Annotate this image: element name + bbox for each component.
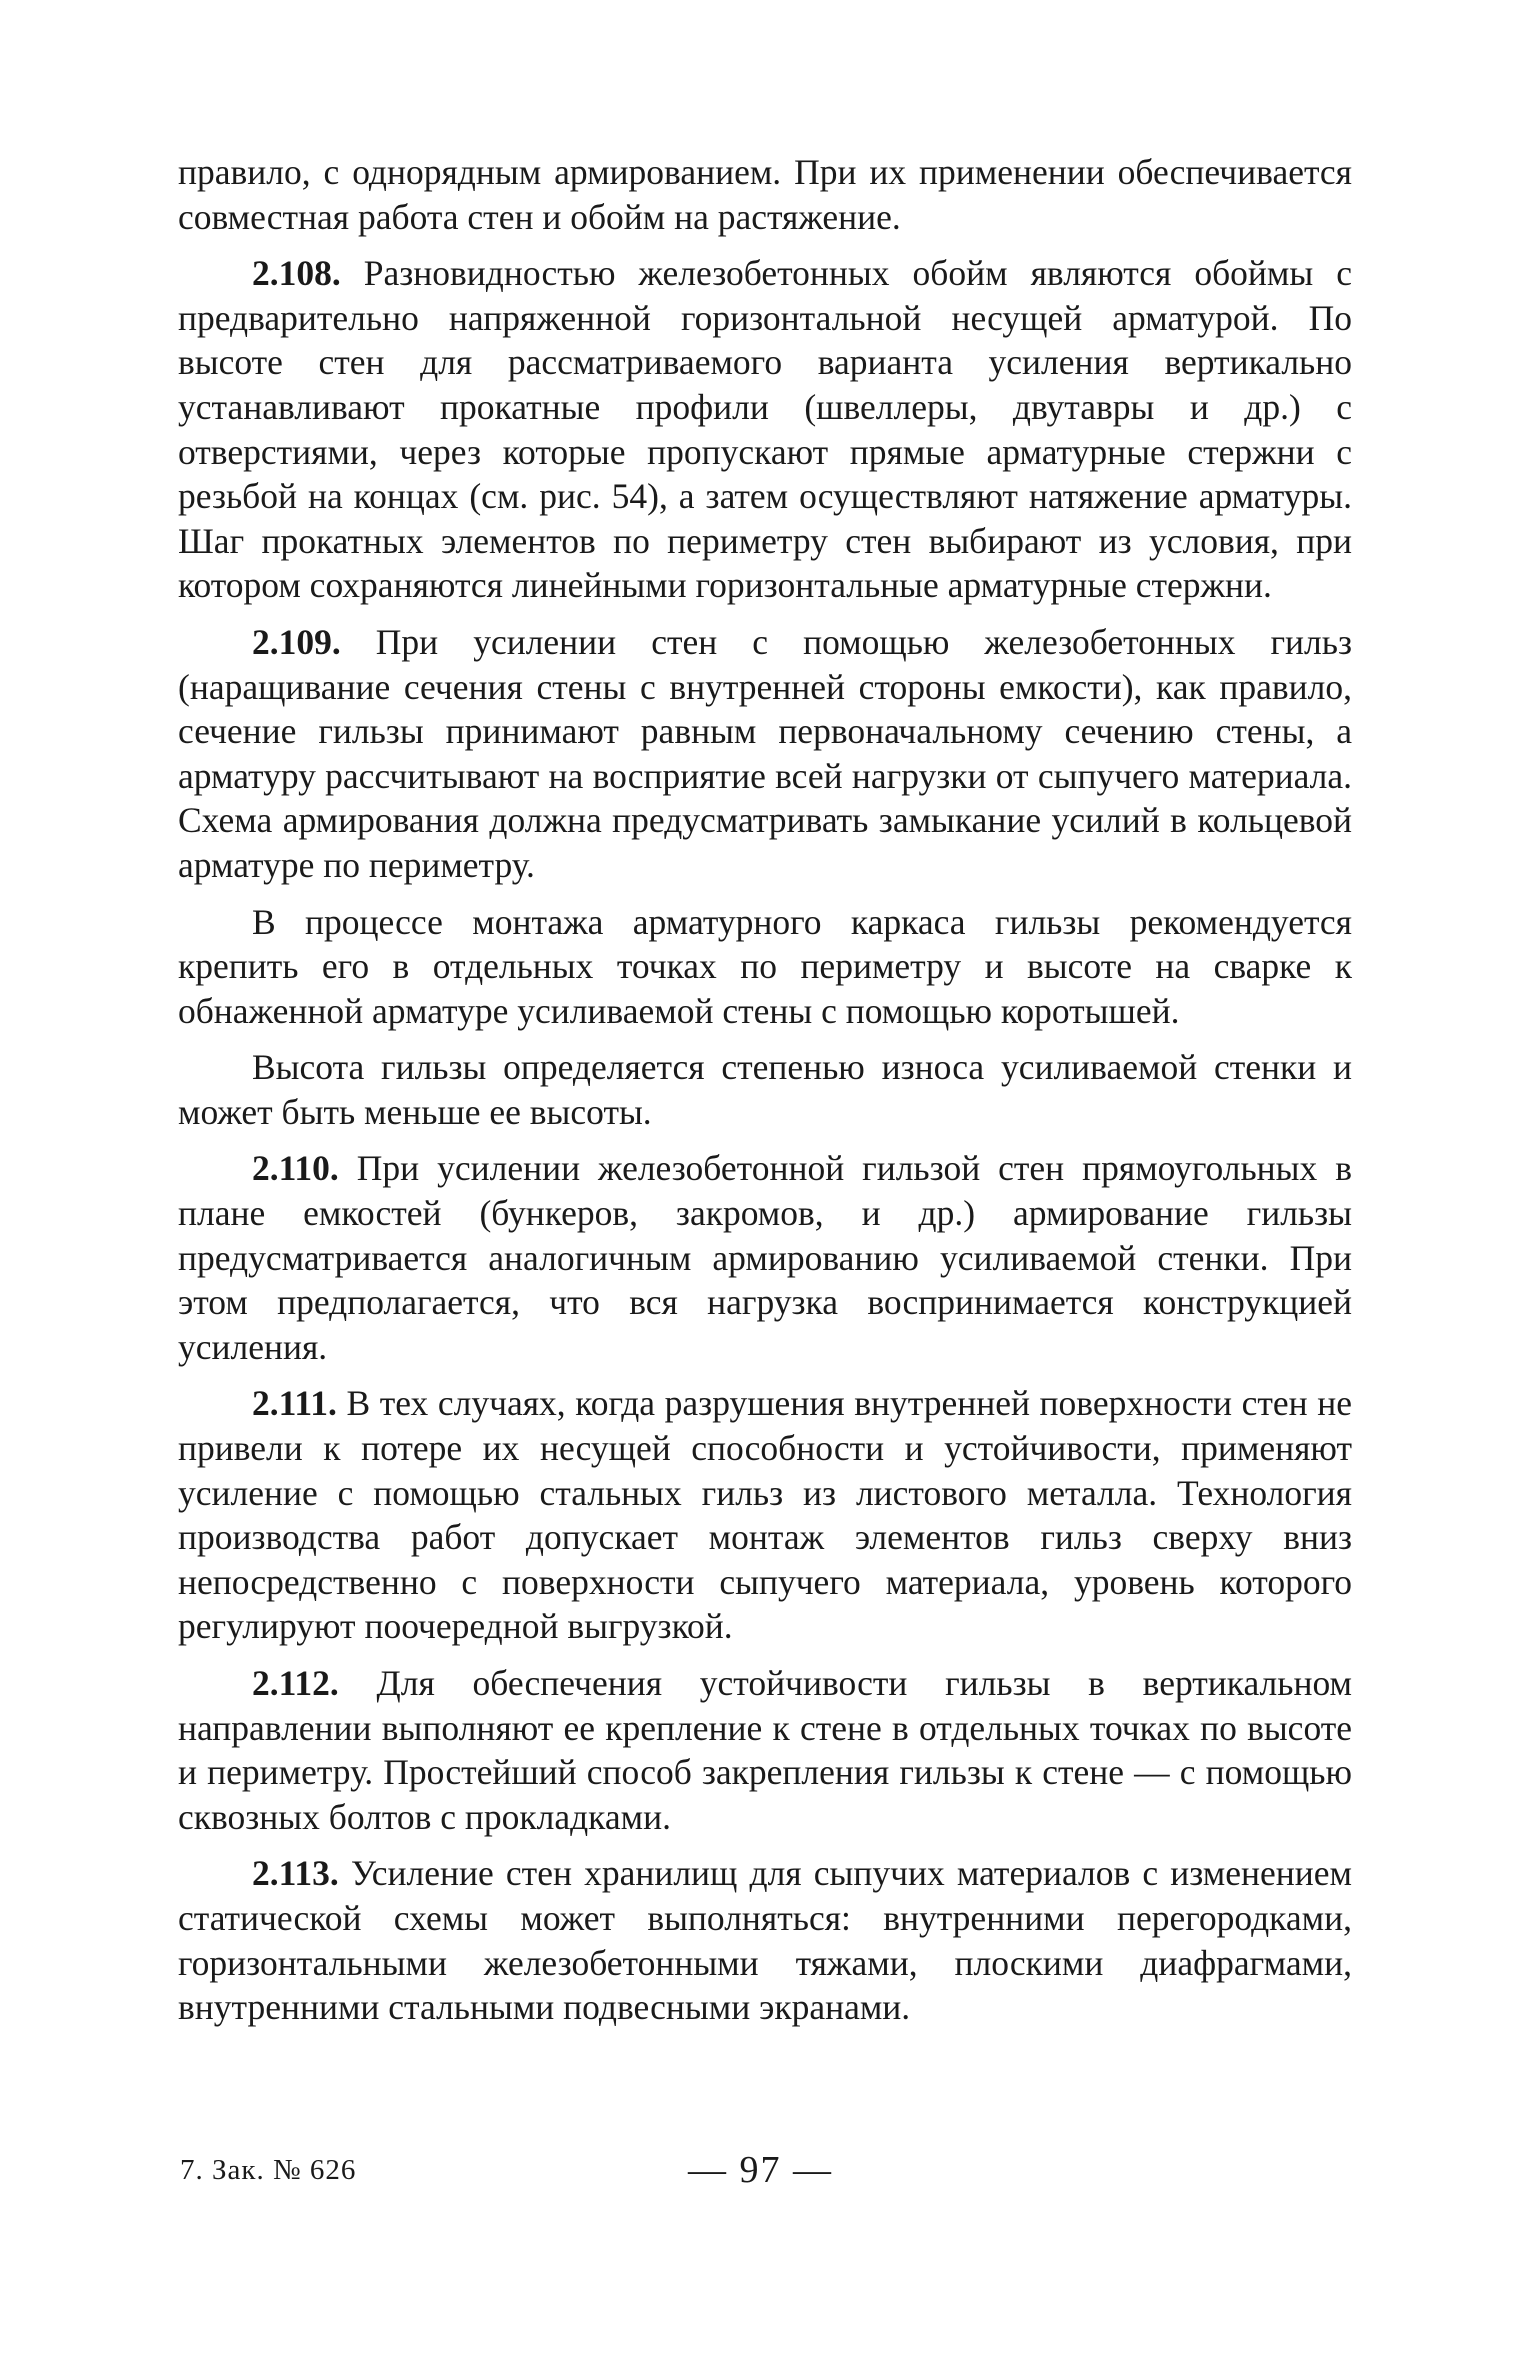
section-number: 2.111. xyxy=(252,1383,337,1424)
paragraph-text: правило, с однорядным армированием. При их применении обеспечивается совместная работа стен и обойм на растяжение. xyxy=(178,152,1352,237)
paragraph-text: Высота гильзы определяется степенью износа усиливаемой стенки и может быть меньше ее высоты. xyxy=(178,1047,1352,1132)
paragraph-2-111 xyxy=(178,1381,1352,1649)
paragraph-text: В процессе монтажа арматурного каркаса гильзы рекомендуется крепить его в отдельных точках по периметру и высоте на сварке к обнаженной арматуре усиливаемой стены с помощью коротышей. xyxy=(178,901,1352,1031)
paragraph-text: В тех случаях, когда разрушения внутренней поверхности стен не привели к потере их несущей способности и устойчивости, применяют усиление с помощью стальных гильз из листового металла. Технология производства работ допускает монтаж элементов гильз сверху вниз непосредственно с поверхности сыпучего материала, уровень которого регулируют поочередной выгрузкой. xyxy=(178,1383,1352,1647)
paragraph-text: При усилении железобетонной гильзой стен прямоугольных в плане емкостей (бункеров, закромов, и др.) армирование гильзы предусматривается аналогичным армированию усиливаемой стенки. При этом предполагается, что вся нагрузка воспринимается конструкцией усиления. xyxy=(178,1148,1352,1367)
paragraph-text: При усилении стен с помощью железобетонных гильз (наращивание сечения стены с внутренней стороны емкости), как правило, сечение гильзы принимают равным первоначальному сечению стены, а арматуру рассчитывают на восприятие всей нагрузки от сыпучего материала. Схема армирования должна предусматривать замыкание усилий в кольцевой арматуре по периметру. xyxy=(178,621,1352,885)
section-number: 2.110. xyxy=(252,1148,339,1189)
printer-signature: 7. Зак. № 626 xyxy=(180,2154,357,2186)
paragraph-2-108 xyxy=(178,251,1352,608)
page-number: — 97 — xyxy=(688,2149,833,2191)
page-footer xyxy=(178,2148,1352,2198)
paragraph-2-112 xyxy=(178,1661,1352,1839)
paragraph-continuation xyxy=(178,150,1352,239)
section-number: 2.108. xyxy=(252,253,341,294)
paragraph-2-113 xyxy=(178,1851,1352,2029)
paragraph-2-109 xyxy=(178,620,1352,888)
body-text xyxy=(178,150,1352,2042)
paragraph-text: Усиление стен хранилищ для сыпучих материалов с изменением статической схемы может выполняться: внутренними перегородками, горизонтальными железобетонными тяжами, плоскими диафрагмами, внутренними стальными подвесными экранами. xyxy=(178,1853,1352,2028)
section-number: 2.113. xyxy=(252,1853,339,1894)
section-number: 2.109. xyxy=(252,621,341,662)
paragraph-text: Для обеспечения устойчивости гильзы в вертикальном направлении выполняют ее крепление к стене в отдельных точках по высоте и периметру. Простейший способ закрепления гильзы к стене — с помощью сквозных болтов с прокладками. xyxy=(178,1663,1352,1837)
section-number: 2.112. xyxy=(252,1663,339,1703)
paragraph-montage xyxy=(178,900,1352,1034)
paragraph-2-110 xyxy=(178,1146,1352,1369)
paragraph-text: Разновидностью железобетонных обойм являются обоймы с предварительно напряженной горизонтальной несущей арматурой. По высоте стен для рассматриваемого варианта усиления вертикально устанавливают прокатные профили (швеллеры, двутавры и др.) с отверстиями, через которые пропускают прямые арматурные стержни с резьбой на концах (см. рис. 54), а затем осуществляют натяжение арматуры. Шаг прокатных элементов по периметру стен выбирают из условия, при котором сохраняются линейными горизонтальные арматурные стержни. xyxy=(178,253,1352,606)
paragraph-height xyxy=(178,1045,1352,1134)
